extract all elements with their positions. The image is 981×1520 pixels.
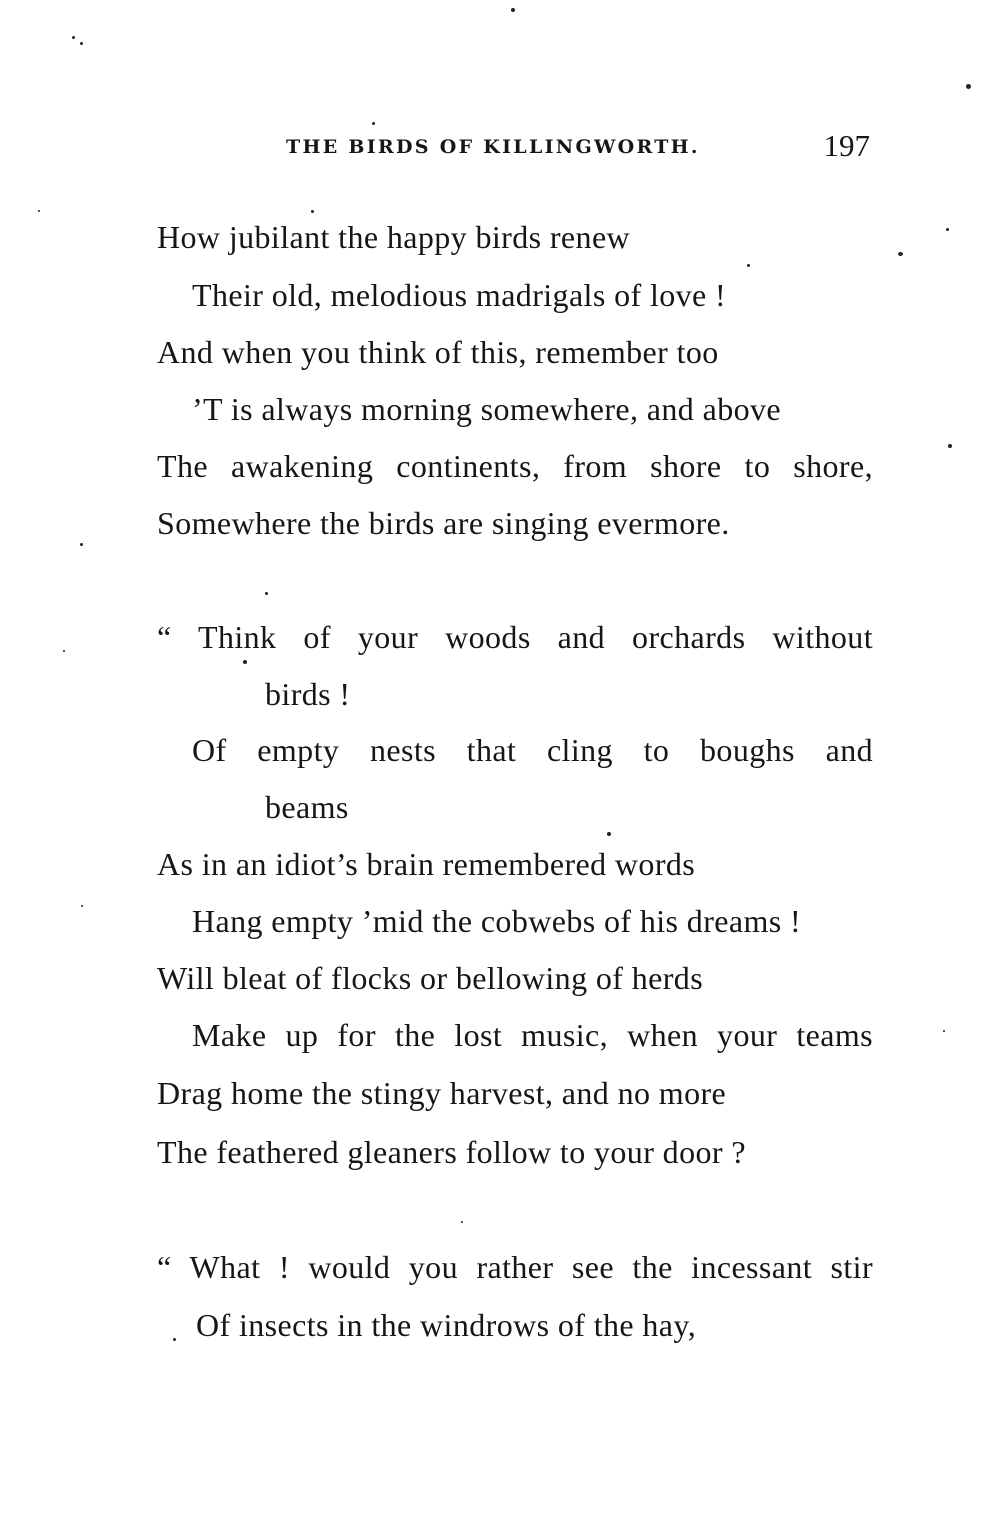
- scan-speck: [311, 210, 314, 213]
- verse-line: ’T is always morning somewhere, and above: [192, 391, 781, 427]
- scan-speck: [80, 543, 83, 546]
- verse-line: And when you think of this, remember too: [157, 334, 719, 370]
- page-header: [286, 128, 876, 164]
- scan-speck: [607, 832, 611, 836]
- verse-line: Hang empty ’mid the cobwebs of his dreams !: [192, 903, 802, 939]
- scan-speck: [898, 252, 903, 256]
- scan-speck: [243, 660, 247, 664]
- scan-speck: [63, 650, 65, 652]
- scan-speck: [747, 264, 750, 267]
- verse-line: “ Think of your woods and orchards without: [157, 619, 873, 655]
- scan-speck: [38, 210, 40, 212]
- scan-speck: [265, 592, 268, 595]
- scan-speck: [72, 36, 75, 39]
- scan-speck: [946, 228, 949, 231]
- scan-speck: [948, 444, 952, 448]
- scan-speck: [173, 1338, 176, 1341]
- verse-line-continuation: birds !: [265, 676, 351, 712]
- verse-line: Make up for the lost music, when your teams: [192, 1017, 873, 1053]
- scan-speck: [943, 1030, 945, 1032]
- verse-line: As in an idiot’s brain remembered words: [157, 846, 696, 882]
- scan-speck: [81, 905, 83, 907]
- verse-line: The feathered gleaners follow to your door ?: [157, 1134, 746, 1170]
- verse-line: Of insects in the windrows of the hay,: [196, 1307, 697, 1343]
- verse-line: The awakening continents, from shore to shore,: [157, 448, 873, 484]
- verse-line: How jubilant the happy birds renew: [157, 219, 631, 255]
- verse-line: Will bleat of flocks or bellowing of herds: [157, 960, 704, 996]
- verse-line: “ What ! would you rather see the incessant stir: [157, 1249, 873, 1285]
- scan-speck: [461, 1221, 463, 1223]
- verse-line: Somewhere the birds are singing evermore.: [157, 505, 730, 541]
- verse-line: Their old, melodious madrigals of love !: [192, 277, 727, 313]
- verse-line: Of empty nests that cling to boughs and: [192, 732, 873, 768]
- scan-speck: [511, 8, 515, 12]
- page-number: 197: [823, 128, 870, 163]
- verse-line: Drag home the stingy harvest, and no more: [157, 1075, 727, 1111]
- running-title: THE BIRDS OF KILLINGWORTH.: [286, 136, 700, 158]
- scan-speck: [372, 122, 375, 125]
- scan-speck: [966, 84, 971, 89]
- verse-line-continuation: beams: [265, 789, 349, 825]
- scan-speck: [80, 42, 83, 45]
